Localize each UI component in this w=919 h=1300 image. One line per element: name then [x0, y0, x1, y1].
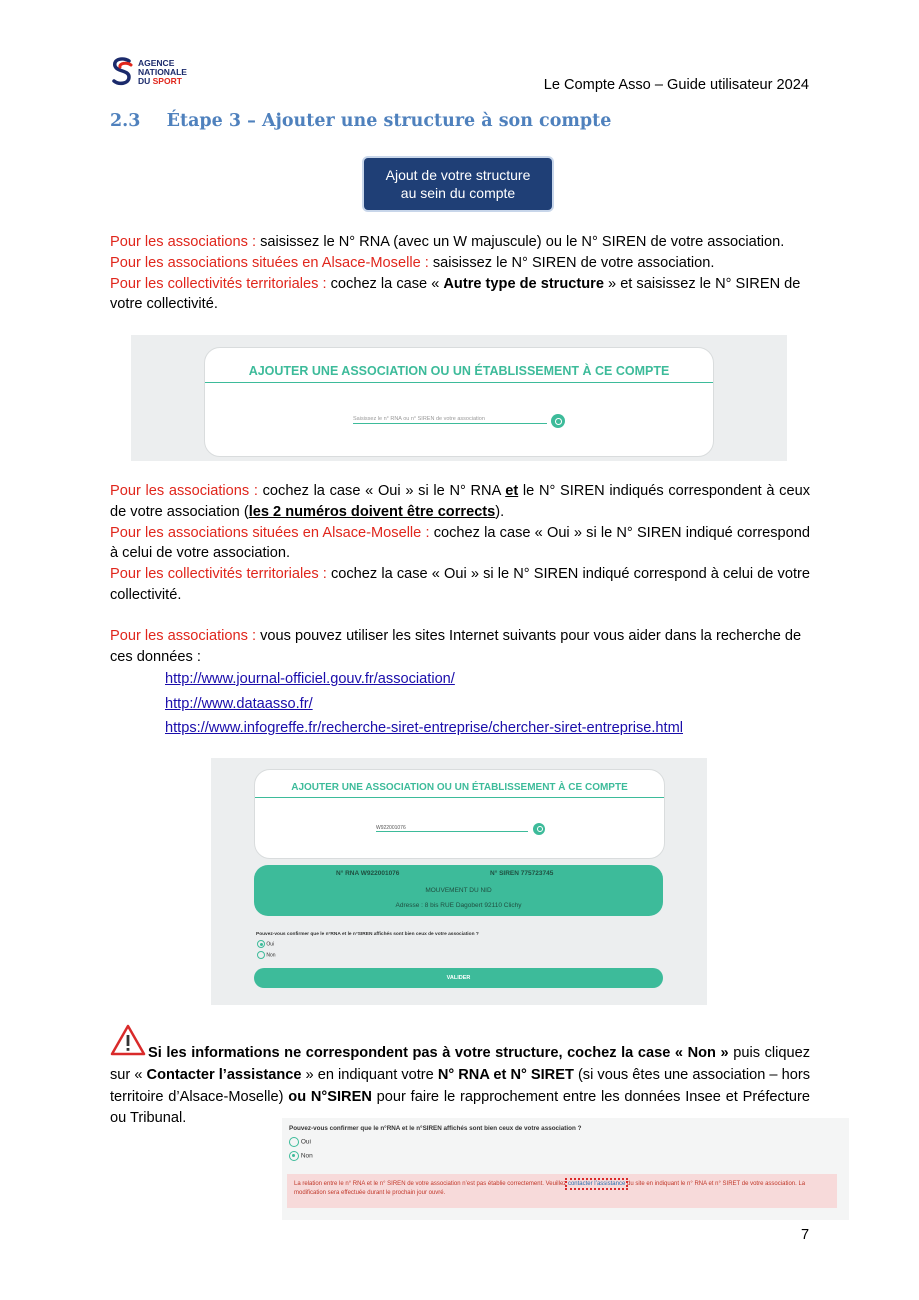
result-siren: N° SIREN 775723745	[490, 870, 554, 877]
intro-associations-text: saisissez le N° RNA (avec un W majuscule) ou le N° SIREN de votre association.	[256, 234, 785, 250]
add-structure-card	[204, 347, 714, 457]
confirm-question-3: Pouvez-vous confirmer que le n°RNA et le n°SIREN affichés sont bien ceux de votre association ?	[289, 1125, 582, 1132]
warning-text-2: » en indiquant votre	[301, 1066, 438, 1083]
radio-non-label-3: Non	[300, 1152, 313, 1160]
intro-collectivites-text-b: » et saisissez le N° SIREN de votre collectivité.	[110, 275, 801, 313]
search-icon-2[interactable]	[533, 823, 545, 835]
confirm-alsace-label: Pour les associations situées en Alsace-Moselle :	[110, 524, 430, 541]
links-list	[165, 667, 683, 741]
confirm-associations-label: Pour les associations :	[110, 483, 258, 499]
confirm-collectivites-label: Pour les collectivités territoriales :	[110, 566, 327, 583]
radio-checked-icon-3	[289, 1151, 299, 1161]
intro-collectivites-label: Pour les collectivités territoriales :	[110, 275, 327, 292]
intro-collectivites-bold: Autre type de structure	[443, 275, 604, 292]
warning-text-4: pour faire le rapprochement entre les données Insee et Préfecture ou Tribunal.	[110, 1088, 810, 1127]
warning-bold-1: Si les informations ne correspondent pas à votre structure, cochez la case « Non »	[148, 1045, 729, 1061]
radio-non-label-2: Non	[266, 952, 276, 959]
link-infogreffe[interactable]: https://www.infogreffe.fr/recherche-siret-entreprise/chercher-siret-entreprise.html	[165, 720, 683, 736]
sites-label: Pour les associations :	[110, 628, 257, 644]
document-title: Le Compte Asso – Guide utilisateur 2024	[543, 77, 809, 93]
section-title: Étape 3 – Ajouter une structure à son compte	[166, 111, 612, 131]
confirm-associations-text-3: ).	[495, 503, 505, 520]
step-button-line-2: au sein du compte	[400, 185, 516, 201]
result-rna: N° RNA W922001076	[336, 870, 400, 877]
rna-siren-search-input[interactable]: Saisissez le n° RNA ou n° SIREN de votre association	[353, 416, 547, 424]
logo-line-1: AGENCE	[138, 58, 175, 68]
confirm-alsace-text: cochez la case « Oui » si le N° SIREN indiqué correspond à celui de votre association.	[110, 524, 810, 562]
link-dataasso[interactable]: http://www.dataasso.fr/	[165, 695, 313, 712]
section-heading	[110, 111, 611, 131]
confirm-associations-text-2: le N° SIREN indiqués correspondent à ceux de votre association (	[110, 483, 810, 520]
search-icon[interactable]	[551, 414, 565, 428]
add-structure-title-2: AJOUTER UNE ASSOCIATION OU UN ÉTABLISSEMENT À CE COMPTE	[291, 782, 628, 793]
add-structure-title: AJOUTER UNE ASSOCIATION OU UN ÉTABLISSEMENT À CE COMPTE	[248, 364, 670, 378]
radio-unchecked-icon-3	[289, 1137, 299, 1147]
intro-collectivites-text-a: cochez la case «	[326, 275, 444, 292]
valider-button[interactable]: VALIDER	[254, 968, 663, 988]
radio-oui-label-2: Oui	[266, 941, 275, 948]
contact-assistance-link[interactable]: contacter l’assistance	[567, 1181, 626, 1187]
screenshot-add-structure-search	[131, 335, 787, 461]
radio-non-2[interactable]	[257, 951, 276, 959]
error-message-a: La relation entre le n° RNA et le n° SIREN de votre association n’est pas établie correctement. Veuillez	[294, 1181, 568, 1187]
intro-associations-label: Pour les associations :	[110, 234, 257, 250]
logo-line-2: NATIONALE	[138, 67, 187, 77]
confirm-paragraph	[110, 481, 810, 606]
warning-bold-2: Contacter l’assistance	[146, 1066, 302, 1083]
warning-text-3: (si vous êtes une association – hors territoire d’Alsace-Moselle)	[110, 1066, 811, 1105]
logo-line-3-red: SPORT	[152, 76, 182, 86]
radio-checked-icon	[257, 940, 265, 948]
radio-non-3[interactable]	[289, 1151, 313, 1161]
page-number: 7	[801, 1227, 810, 1243]
card-divider-2	[255, 797, 664, 798]
sites-paragraph	[110, 626, 810, 668]
association-result-card	[254, 865, 663, 916]
radio-oui-2[interactable]	[257, 940, 274, 948]
screenshot-association-result	[211, 758, 707, 1005]
radio-unchecked-icon	[257, 951, 265, 959]
step-illustration-button	[364, 158, 552, 210]
confirm-both-correct: les 2 numéros doivent être corrects	[248, 503, 496, 520]
intro-alsace-text: saisissez le N° SIREN de votre association.	[428, 254, 715, 271]
confirm-collectivites-text: cochez la case « Oui » si le N° SIREN indiqué correspond à celui de votre collectivité.	[110, 566, 810, 603]
logo-line-3: DU	[138, 76, 153, 86]
card-divider	[205, 382, 713, 383]
section-number: 2.3	[110, 111, 141, 131]
rna-search-input-filled[interactable]: W922001076	[376, 825, 528, 832]
confirm-et: et	[505, 483, 519, 499]
step-button-line-1: Ajout de votre structure	[385, 167, 531, 183]
warning-bold-4: ou N°SIREN	[288, 1088, 372, 1105]
result-address: Adresse : 8 bis RUE Dagobert 92110 Clichy	[395, 902, 522, 909]
confirm-associations-text-1: cochez la case « Oui » si le N° RNA	[257, 483, 506, 499]
warning-bold-3: N° RNA et N° SIRET	[437, 1066, 574, 1083]
link-journal-officiel[interactable]: http://www.journal-officiel.gouv.fr/association/	[165, 671, 455, 687]
radio-oui-3[interactable]	[289, 1137, 311, 1147]
sport-s-logo-icon	[110, 56, 134, 88]
error-alert	[287, 1174, 837, 1208]
intro-paragraph	[110, 232, 810, 315]
result-name: MOUVEMENT DU NID	[425, 887, 492, 894]
intro-alsace-label: Pour les associations situées en Alsace-Moselle :	[110, 254, 429, 271]
add-structure-card-2	[254, 769, 665, 859]
warning-text-1: puis cliquez sur «	[110, 1045, 811, 1083]
agency-logo	[110, 56, 200, 90]
sites-text: vous pouvez utiliser les sites Internet suivants pour vous aider dans la recherche de ces données :	[110, 628, 802, 665]
screenshot-non-error	[282, 1118, 849, 1220]
confirm-question-2: Pouvez-vous confirmer que le n°RNA et le n°SIREN affichés sont bien ceux de votre association ?	[256, 932, 479, 937]
error-message-b: du site en indiquant le n° RNA et n° SIRET de votre association. La modification sera effectuée durant le prochain jour ouvré.	[294, 1181, 806, 1196]
radio-oui-label-3: Oui	[300, 1138, 311, 1146]
